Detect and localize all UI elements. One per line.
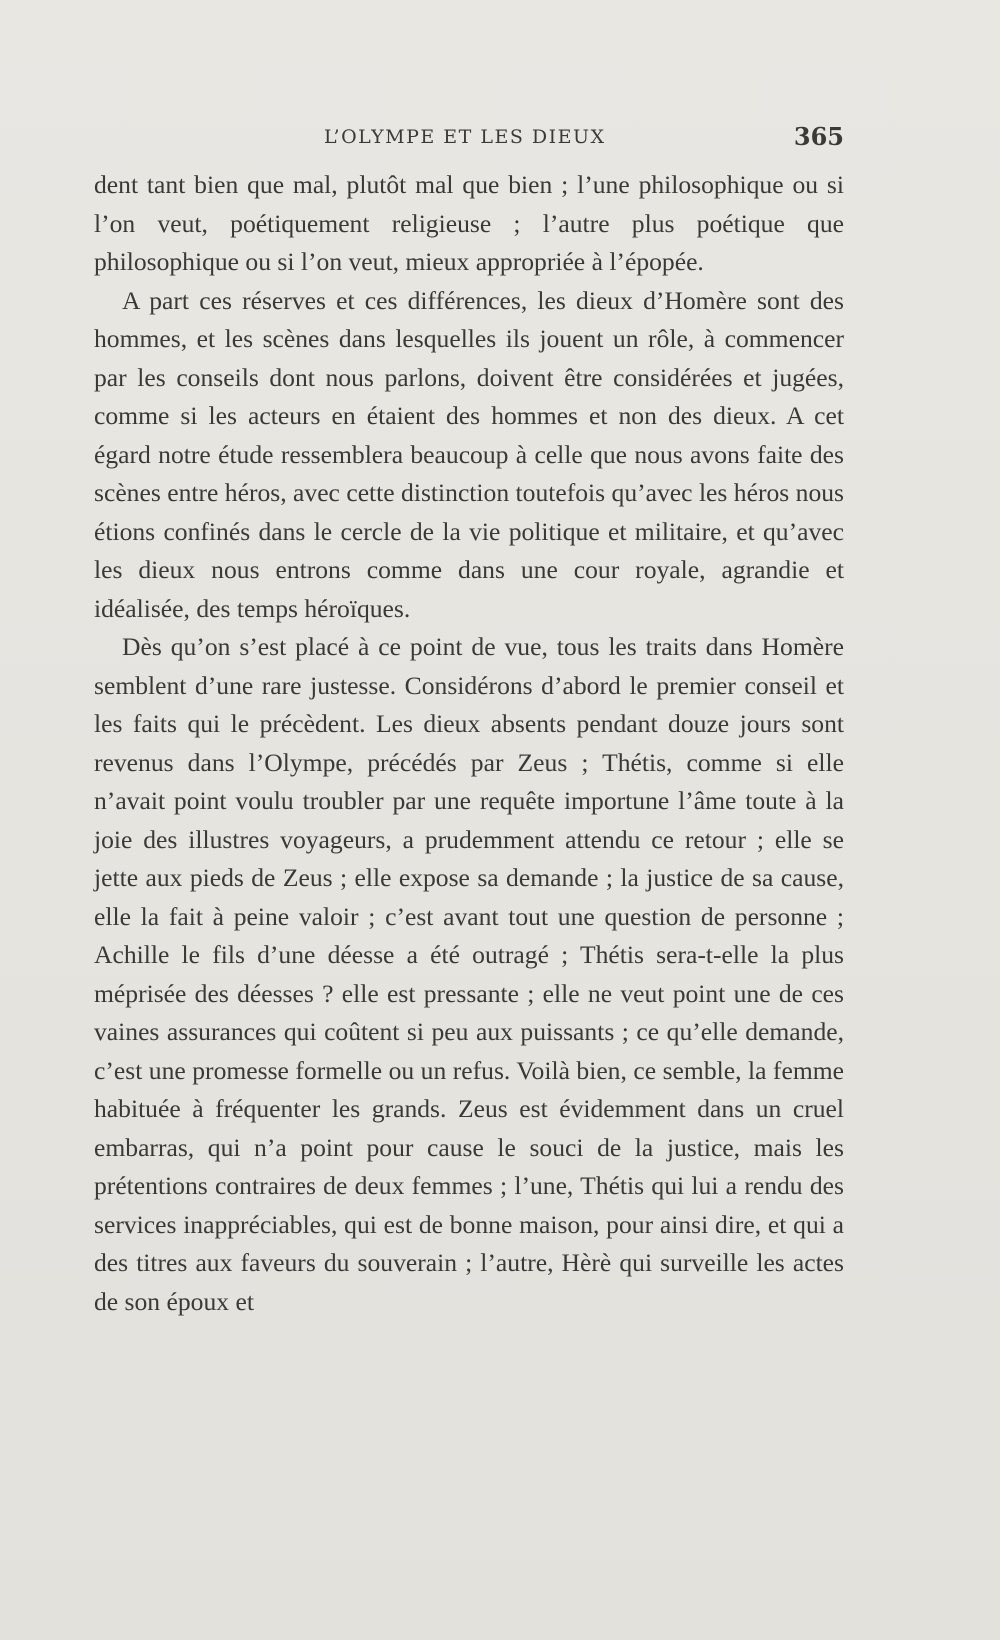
- paragraph-dieux-homere: A part ces réserves et ces différences, les dieux d’Homère sont des hommes, et les scènes dans lesquelles ils jouent un rôle, à commencer par les conseils dont nous parlons, doivent être considérées et jugées, comme si les acteurs en étaient des hommes et non des dieux. A cet égard notre étude ressemblera beaucoup à celle que nous avons faite des scènes entre héros, avec cette distinction toutefois qu’avec les héros nous étions confinés dans le cercle de la vie politique et militaire, et qu’avec les dieux nous entrons comme dans une cour royale, agrandie et idéalisée, des temps héroïques.: [94, 285, 844, 623]
- body-text: [94, 166, 844, 1321]
- page-number: 365: [793, 122, 844, 151]
- paragraph-premier-conseil: Dès qu’on s’est placé à ce point de vue, tous les traits dans Homère semblent d’une rare justesse. Considérons d’abord le premier conseil et les faits qui le précèdent. Les dieux absents pendant douze jours sont revenus dans l’Olympe, précédés par Zeus ; Thétis, comme si elle n’avait point voulu troubler par une requête importune l’âme toute à la joie des illustres voyageurs, a prudemment attendu ce retour ; elle se jette aux pieds de Zeus ; elle expose sa demande ; la justice de sa cause, elle la fait à peine valoir ; c’est avant tout une question de personne ; Achille le fils d’une déesse a été outragé ; Thétis sera-t-elle la plus méprisée des déesses ? elle est pressante ; elle ne veut point une de ces vaines assurances qui coûtent si peu aux puissants ; ce qu’elle demande, c’est une promesse formelle ou un refus. Voilà bien, ce semble, la femme habituée à fréquenter les grands. Zeus est évidemment dans un cruel embarras, qui n’a point pour cause le souci de la justice, mais les prétentions contraires de deux femmes ; l’une, Thétis qui lui a rendu des services inappréciables, qui est de bonne maison, pour ainsi dire, et qui a des titres aux faveurs du souverain ; l’autre, Hèrè qui surveille les actes de son époux et: [94, 632, 844, 1316]
- running-head: [94, 122, 844, 156]
- paragraph-continued: dent tant bien que mal, plutôt mal que bien ; l’une philosophique ou si l’on veut, poétiquement religieuse ; l’autre plus poétique que philosophique ou si l’on veut, mieux appropriée à l’épopée.: [94, 170, 844, 276]
- running-title: L’OLYMPE ET LES DIEUX: [324, 126, 606, 148]
